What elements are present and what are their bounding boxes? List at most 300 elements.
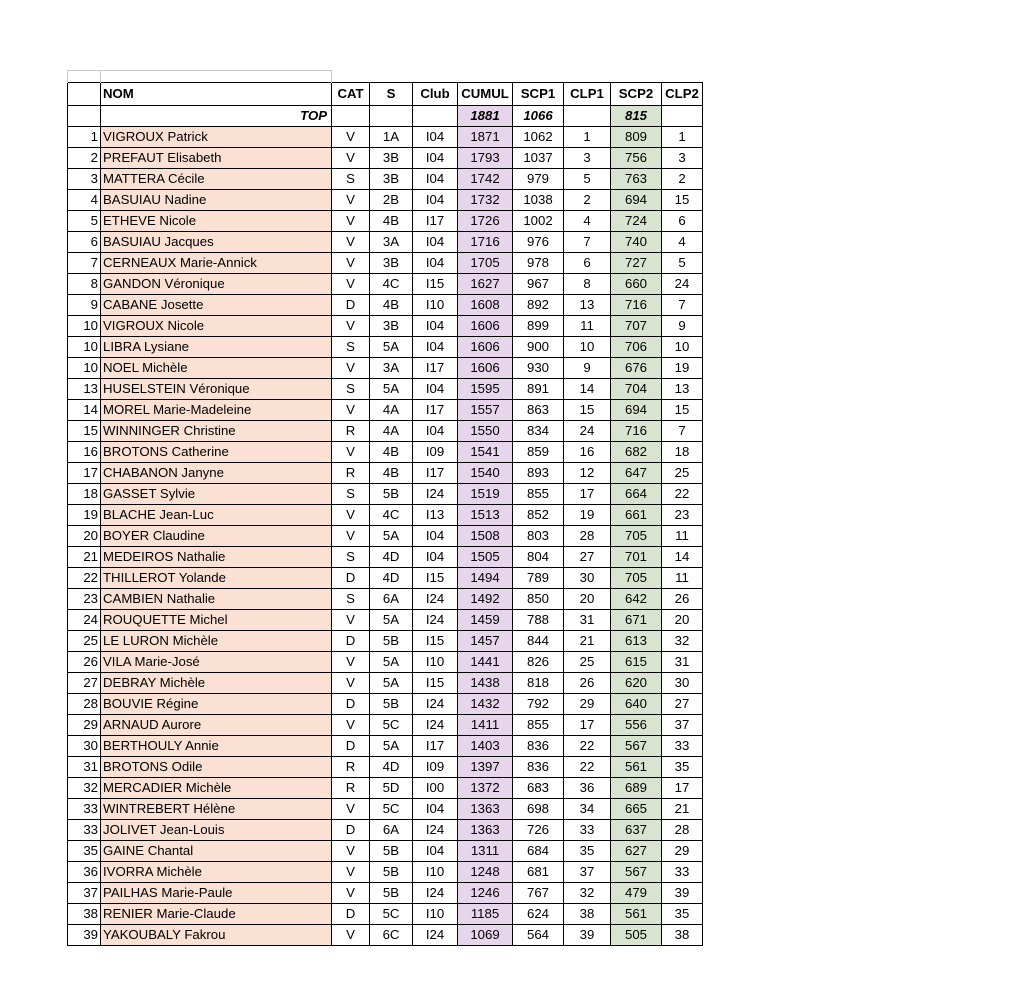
spacer-cell-nom (101, 71, 332, 83)
table-row[interactable] (68, 610, 703, 631)
cell-clp2: 1 (662, 127, 703, 148)
cell-scp2: 727 (611, 253, 662, 274)
cell-s: 3A (370, 358, 413, 379)
table-row[interactable] (68, 778, 703, 799)
cell-club: I13 (413, 505, 458, 526)
cell-nom: WINTREBERT Hélène (101, 799, 332, 820)
cell-rank: 5 (68, 211, 101, 232)
cell-clp2: 35 (662, 757, 703, 778)
cell-clp2: 30 (662, 673, 703, 694)
top-scp1: 1066 (513, 106, 564, 127)
cell-clp1: 34 (564, 799, 611, 820)
cell-scp1: 826 (513, 652, 564, 673)
cell-nom: MEDEIROS Nathalie (101, 547, 332, 568)
cell-clp1: 11 (564, 316, 611, 337)
cell-scp2: 505 (611, 925, 662, 946)
table-row[interactable] (68, 841, 703, 862)
cell-s: 3B (370, 316, 413, 337)
table-row[interactable] (68, 211, 703, 232)
cell-clp2: 35 (662, 904, 703, 925)
cell-club: I10 (413, 652, 458, 673)
table-row[interactable] (68, 526, 703, 547)
cell-club: I09 (413, 442, 458, 463)
cell-cat: V (332, 841, 370, 862)
cell-clp1: 8 (564, 274, 611, 295)
cell-s: 6C (370, 925, 413, 946)
cell-rank: 32 (68, 778, 101, 799)
cell-s: 5B (370, 862, 413, 883)
table-row[interactable] (68, 484, 703, 505)
cell-scp2: 642 (611, 589, 662, 610)
table-row[interactable] (68, 148, 703, 169)
cell-scp1: 976 (513, 232, 564, 253)
cell-scp1: 804 (513, 547, 564, 568)
cell-scp1: 834 (513, 421, 564, 442)
cell-cat: S (332, 484, 370, 505)
cell-scp2: 705 (611, 568, 662, 589)
cell-rank: 8 (68, 274, 101, 295)
cell-s: 3B (370, 253, 413, 274)
cell-scp2: 615 (611, 652, 662, 673)
cell-cumul: 1557 (458, 400, 513, 421)
spacer-cell-scp2 (611, 71, 662, 83)
table-row[interactable] (68, 337, 703, 358)
cell-rank: 10 (68, 337, 101, 358)
cell-club: I17 (413, 211, 458, 232)
table-row[interactable] (68, 169, 703, 190)
cell-scp2: 665 (611, 799, 662, 820)
cell-cumul: 1505 (458, 547, 513, 568)
cell-nom: ARNAUD Aurore (101, 715, 332, 736)
top-cumul: 1881 (458, 106, 513, 127)
top-s (370, 106, 413, 127)
cell-club: I15 (413, 274, 458, 295)
cell-scp1: 792 (513, 694, 564, 715)
cell-club: I04 (413, 379, 458, 400)
cell-cat: D (332, 904, 370, 925)
cell-club: I24 (413, 883, 458, 904)
cell-scp1: 726 (513, 820, 564, 841)
column-header-scp1: SCP1 (513, 83, 564, 106)
table-row[interactable] (68, 883, 703, 904)
cell-clp2: 13 (662, 379, 703, 400)
table-row[interactable] (68, 925, 703, 946)
cell-scp1: 1037 (513, 148, 564, 169)
table-row[interactable] (68, 904, 703, 925)
cell-scp1: 681 (513, 862, 564, 883)
cell-clp2: 28 (662, 820, 703, 841)
cell-club: I04 (413, 316, 458, 337)
table-row[interactable] (68, 568, 703, 589)
cell-nom: JOLIVET Jean-Louis (101, 820, 332, 841)
cell-clp2: 5 (662, 253, 703, 274)
cell-cat: S (332, 169, 370, 190)
table-row[interactable] (68, 274, 703, 295)
top-clp2 (662, 106, 703, 127)
cell-clp1: 39 (564, 925, 611, 946)
cell-cat: V (332, 799, 370, 820)
cell-cat: V (332, 652, 370, 673)
cell-cumul: 1492 (458, 589, 513, 610)
cell-club: I24 (413, 925, 458, 946)
cell-rank: 33 (68, 820, 101, 841)
table-row[interactable] (68, 820, 703, 841)
cell-scp1: 788 (513, 610, 564, 631)
cell-nom: HUSELSTEIN Véronique (101, 379, 332, 400)
cell-scp1: 844 (513, 631, 564, 652)
table-row[interactable] (68, 589, 703, 610)
cell-club: I17 (413, 736, 458, 757)
cell-nom: BROTONS Catherine (101, 442, 332, 463)
cell-nom: ROUQUETTE Michel (101, 610, 332, 631)
cell-cumul: 1311 (458, 841, 513, 862)
cell-scp1: 767 (513, 883, 564, 904)
cell-s: 5A (370, 337, 413, 358)
cell-cumul: 1541 (458, 442, 513, 463)
cell-scp2: 809 (611, 127, 662, 148)
cell-cumul: 1606 (458, 358, 513, 379)
top-summary-row (68, 106, 703, 127)
cell-cat: R (332, 463, 370, 484)
cell-s: 4B (370, 295, 413, 316)
table-row[interactable] (68, 442, 703, 463)
cell-s: 5A (370, 673, 413, 694)
cell-cat: S (332, 337, 370, 358)
cell-club: I04 (413, 421, 458, 442)
column-header-scp2: SCP2 (611, 83, 662, 106)
cell-cumul: 1432 (458, 694, 513, 715)
cell-nom: RENIER Marie-Claude (101, 904, 332, 925)
cell-cat: V (332, 442, 370, 463)
cell-scp1: 836 (513, 736, 564, 757)
spacer-cell-scp1 (513, 71, 564, 83)
cell-cat: V (332, 211, 370, 232)
cell-scp2: 556 (611, 715, 662, 736)
cell-nom: DEBRAY Michèle (101, 673, 332, 694)
column-header-cat: CAT (332, 83, 370, 106)
sheet-top-spacer-row (68, 71, 703, 83)
cell-clp2: 10 (662, 337, 703, 358)
cell-scp1: 930 (513, 358, 564, 379)
cell-cat: V (332, 190, 370, 211)
table-row[interactable] (68, 253, 703, 274)
cell-rank: 2 (68, 148, 101, 169)
cell-s: 5B (370, 841, 413, 862)
cell-cat: S (332, 379, 370, 400)
cell-cat: D (332, 820, 370, 841)
cell-nom: MOREL Marie-Madeleine (101, 400, 332, 421)
cell-rank: 25 (68, 631, 101, 652)
table-row[interactable] (68, 358, 703, 379)
cell-rank: 35 (68, 841, 101, 862)
cell-clp1: 14 (564, 379, 611, 400)
table-row[interactable] (68, 673, 703, 694)
cell-clp2: 18 (662, 442, 703, 463)
cell-cumul: 1540 (458, 463, 513, 484)
table-row[interactable] (68, 547, 703, 568)
cell-nom: YAKOUBALY Fakrou (101, 925, 332, 946)
cell-scp2: 701 (611, 547, 662, 568)
cell-clp1: 32 (564, 883, 611, 904)
cell-scp2: 671 (611, 610, 662, 631)
cell-s: 4D (370, 568, 413, 589)
cell-clp2: 24 (662, 274, 703, 295)
results-table (67, 70, 703, 946)
table-row[interactable] (68, 631, 703, 652)
cell-cumul: 1363 (458, 799, 513, 820)
cell-clp1: 1 (564, 127, 611, 148)
cell-rank: 6 (68, 232, 101, 253)
cell-cumul: 1246 (458, 883, 513, 904)
cell-clp1: 5 (564, 169, 611, 190)
cell-club: I15 (413, 568, 458, 589)
cell-cumul: 1627 (458, 274, 513, 295)
cell-s: 4C (370, 274, 413, 295)
cell-club: I24 (413, 715, 458, 736)
cell-clp2: 7 (662, 295, 703, 316)
table-row[interactable] (68, 232, 703, 253)
cell-nom: PAILHAS Marie-Paule (101, 883, 332, 904)
cell-s: 5B (370, 484, 413, 505)
cell-rank: 20 (68, 526, 101, 547)
cell-scp1: 863 (513, 400, 564, 421)
cell-scp2: 620 (611, 673, 662, 694)
cell-cat: V (332, 862, 370, 883)
cell-nom: VIGROUX Nicole (101, 316, 332, 337)
cell-clp2: 31 (662, 652, 703, 673)
cell-clp1: 33 (564, 820, 611, 841)
cell-clp2: 38 (662, 925, 703, 946)
cell-rank: 37 (68, 883, 101, 904)
table-row[interactable] (68, 715, 703, 736)
cell-nom: PREFAUT Elisabeth (101, 148, 332, 169)
cell-clp2: 6 (662, 211, 703, 232)
cell-s: 3B (370, 148, 413, 169)
table-header-row (68, 83, 703, 106)
cell-clp1: 15 (564, 400, 611, 421)
cell-club: I09 (413, 757, 458, 778)
cell-nom: BROTONS Odile (101, 757, 332, 778)
cell-clp1: 35 (564, 841, 611, 862)
table-row[interactable] (68, 736, 703, 757)
cell-club: I04 (413, 337, 458, 358)
cell-scp2: 682 (611, 442, 662, 463)
cell-cat: V (332, 505, 370, 526)
table-row[interactable] (68, 694, 703, 715)
cell-scp1: 893 (513, 463, 564, 484)
cell-clp2: 33 (662, 862, 703, 883)
top-label: TOP (101, 106, 332, 127)
cell-clp1: 26 (564, 673, 611, 694)
cell-scp2: 705 (611, 526, 662, 547)
cell-rank: 3 (68, 169, 101, 190)
cell-club: I04 (413, 169, 458, 190)
cell-scp2: 561 (611, 757, 662, 778)
cell-scp1: 979 (513, 169, 564, 190)
cell-scp1: 818 (513, 673, 564, 694)
table-row[interactable] (68, 295, 703, 316)
cell-scp2: 567 (611, 736, 662, 757)
cell-s: 5C (370, 799, 413, 820)
column-header-nom: NOM (101, 83, 332, 106)
table-row[interactable] (68, 400, 703, 421)
cell-scp1: 624 (513, 904, 564, 925)
table-row[interactable] (68, 505, 703, 526)
cell-club: I04 (413, 148, 458, 169)
cell-cat: V (332, 316, 370, 337)
cell-rank: 28 (68, 694, 101, 715)
cell-s: 5A (370, 652, 413, 673)
cell-club: I24 (413, 484, 458, 505)
spacer-cell-s (370, 71, 413, 83)
spacer-cell-club (413, 71, 458, 83)
table-row[interactable] (68, 799, 703, 820)
cell-s: 6A (370, 589, 413, 610)
cell-rank: 14 (68, 400, 101, 421)
cell-clp1: 22 (564, 736, 611, 757)
cell-clp1: 24 (564, 421, 611, 442)
cell-cat: V (332, 127, 370, 148)
top-scp2: 815 (611, 106, 662, 127)
cell-nom: BOYER Claudine (101, 526, 332, 547)
cell-clp2: 11 (662, 526, 703, 547)
cell-rank: 4 (68, 190, 101, 211)
cell-scp2: 661 (611, 505, 662, 526)
cell-s: 4A (370, 421, 413, 442)
cell-s: 5B (370, 883, 413, 904)
cell-cumul: 1608 (458, 295, 513, 316)
cell-club: I24 (413, 589, 458, 610)
table-row[interactable] (68, 379, 703, 400)
cell-cumul: 1363 (458, 820, 513, 841)
spacer-cell-cumul (458, 71, 513, 83)
cell-scp1: 900 (513, 337, 564, 358)
cell-club: I17 (413, 358, 458, 379)
cell-clp2: 25 (662, 463, 703, 484)
cell-scp1: 967 (513, 274, 564, 295)
table-row[interactable] (68, 757, 703, 778)
cell-clp1: 29 (564, 694, 611, 715)
cell-clp1: 36 (564, 778, 611, 799)
cell-cumul: 1372 (458, 778, 513, 799)
cell-clp1: 16 (564, 442, 611, 463)
cell-clp1: 2 (564, 190, 611, 211)
cell-nom: VILA Marie-José (101, 652, 332, 673)
cell-scp2: 756 (611, 148, 662, 169)
cell-clp1: 12 (564, 463, 611, 484)
cell-cumul: 1069 (458, 925, 513, 946)
cell-scp1: 892 (513, 295, 564, 316)
table-row[interactable] (68, 127, 703, 148)
cell-clp2: 22 (662, 484, 703, 505)
cell-nom: VIGROUX Patrick (101, 127, 332, 148)
cell-nom: THILLEROT Yolande (101, 568, 332, 589)
cell-clp1: 31 (564, 610, 611, 631)
cell-cat: V (332, 673, 370, 694)
cell-club: I15 (413, 631, 458, 652)
table-row[interactable] (68, 652, 703, 673)
cell-clp2: 19 (662, 358, 703, 379)
cell-cumul: 1705 (458, 253, 513, 274)
cell-rank: 16 (68, 442, 101, 463)
cell-scp2: 694 (611, 190, 662, 211)
cell-nom: NOEL Michèle (101, 358, 332, 379)
cell-scp2: 716 (611, 295, 662, 316)
cell-scp1: 684 (513, 841, 564, 862)
cell-club: I04 (413, 232, 458, 253)
top-cat (332, 106, 370, 127)
cell-cumul: 1185 (458, 904, 513, 925)
cell-scp2: 664 (611, 484, 662, 505)
cell-clp1: 20 (564, 589, 611, 610)
spacer-cell-cat (332, 71, 370, 83)
cell-clp1: 9 (564, 358, 611, 379)
cell-cumul: 1397 (458, 757, 513, 778)
cell-clp2: 29 (662, 841, 703, 862)
cell-clp2: 32 (662, 631, 703, 652)
spacer-cell-clp2 (662, 71, 703, 83)
cell-clp1: 19 (564, 505, 611, 526)
cell-cat: V (332, 400, 370, 421)
cell-s: 5B (370, 631, 413, 652)
cell-scp2: 704 (611, 379, 662, 400)
cell-clp1: 4 (564, 211, 611, 232)
cell-cumul: 1494 (458, 568, 513, 589)
results-table-body (68, 71, 703, 946)
cell-club: I24 (413, 694, 458, 715)
cell-club: I10 (413, 295, 458, 316)
cell-rank: 1 (68, 127, 101, 148)
cell-cumul: 1595 (458, 379, 513, 400)
cell-s: 5C (370, 715, 413, 736)
cell-cumul: 1508 (458, 526, 513, 547)
cell-clp2: 23 (662, 505, 703, 526)
cell-scp1: 855 (513, 484, 564, 505)
cell-cumul: 1441 (458, 652, 513, 673)
cell-scp2: 689 (611, 778, 662, 799)
cell-scp1: 1062 (513, 127, 564, 148)
cell-scp2: 676 (611, 358, 662, 379)
cell-clp1: 7 (564, 232, 611, 253)
cell-cat: V (332, 148, 370, 169)
cell-s: 5A (370, 379, 413, 400)
column-header-s: S (370, 83, 413, 106)
cell-nom: WINNINGER Christine (101, 421, 332, 442)
cell-nom: LE LURON Michèle (101, 631, 332, 652)
cell-s: 4D (370, 757, 413, 778)
cell-rank: 21 (68, 547, 101, 568)
cell-nom: GANDON Véronique (101, 274, 332, 295)
cell-cumul: 1519 (458, 484, 513, 505)
cell-cumul: 1459 (458, 610, 513, 631)
cell-cumul: 1742 (458, 169, 513, 190)
cell-cat: S (332, 547, 370, 568)
table-row[interactable] (68, 862, 703, 883)
cell-nom: IVORRA Michèle (101, 862, 332, 883)
cell-clp2: 11 (662, 568, 703, 589)
cell-cat: D (332, 694, 370, 715)
cell-cumul: 1716 (458, 232, 513, 253)
table-row[interactable] (68, 316, 703, 337)
table-row[interactable] (68, 190, 703, 211)
table-row[interactable] (68, 421, 703, 442)
cell-scp2: 707 (611, 316, 662, 337)
table-row[interactable] (68, 463, 703, 484)
cell-cat: D (332, 631, 370, 652)
cell-clp2: 4 (662, 232, 703, 253)
cell-nom: ETHEVE Nicole (101, 211, 332, 232)
spacer-cell-clp1 (564, 71, 611, 83)
